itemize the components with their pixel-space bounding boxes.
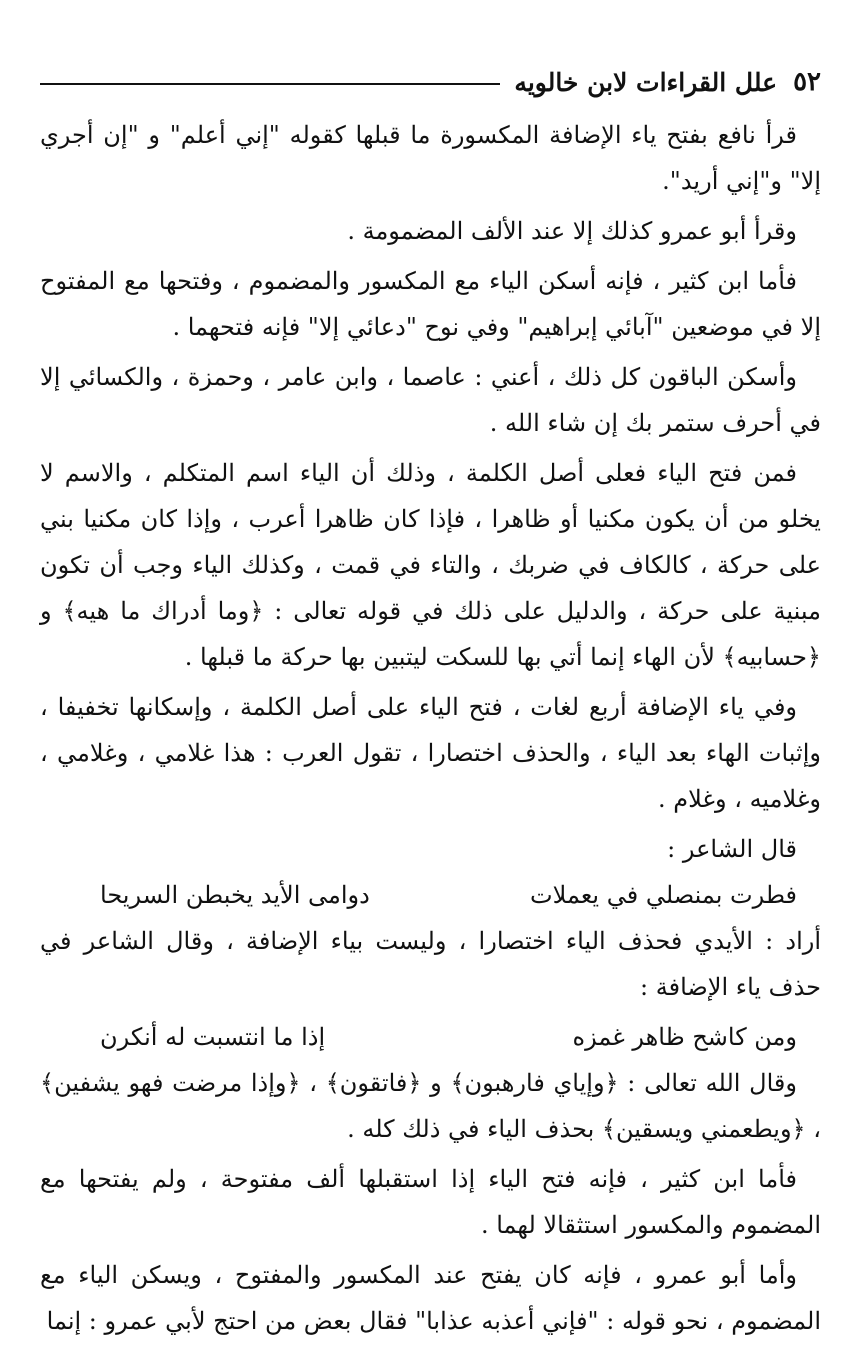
paragraph: وقرأ أبو عمرو كذلك إلا عند الألف المضمومة . [347,217,797,245]
verse-hemistich-first: ومن كاشح ظاهر غمزه [572,1023,797,1051]
verse-hemistich-second: دوامى الأيد يخبطن السريحا [100,881,370,909]
poet-intro: قال الشاعر : [667,835,797,863]
running-header [40,62,821,102]
verse-line [40,1014,821,1060]
running-title: علل القراءات لابن خالويه [514,67,778,97]
paragraph: فمن فتح الياء فعلى أصل الكلمة ، وذلك أن الياء اسم المتكلم ، والاسم لا يخلو من أن يكون مكنيا أو ظاهرا ، فإذا كان ظاهرا أعرب ، وإذا كان مكنيا بني على حركة ، كالكاف في ضربك ، والتاء في قمت ، وكذلك الياء وجب أن تكون مبنية على حركة ، والدليل على ذلك في قوله تعالى : ﴿وما أدراك ما هيه﴾ و ﴿حسابيه﴾ لأن الهاء إنما أتي بها للسكت ليتبين بها حركة ما قبلها . [40,459,821,671]
paragraph: وقال الله تعالى : ﴿وإياي فارهبون﴾ و ﴿فاتقون﴾ ، ﴿وإذا مرضت فهو يشفين﴾ ، ﴿ويطعمني ويسقين﴾ بحذف الياء في ذلك كله . [40,1069,821,1143]
paragraph: وأما أبو عمرو ، فإنه كان يفتح عند المكسور والمفتوح ، ويسكن الياء مع المضموم ، نحو قوله : "فإني أعذبه عذابا" فقال بعض من احتج لأبي عمرو : إنما [40,1261,821,1335]
verse-hemistich-second: إذا ما انتسبت له أنكرن [100,1023,326,1051]
paragraph: وأسكن الباقون كل ذلك ، أعني : عاصما ، وابن عامر ، وحمزة ، والكسائي إلا في أحرف ستمر بك إن شاء الله . [40,363,821,437]
paragraph: قرأ نافع بفتح ياء الإضافة المكسورة ما قبلها كقوله "إني أعلم" و "إن أجري إلا" و"إني أريد". [40,121,821,195]
body-text [40,112,821,1348]
paragraph: وفي ياء الإضافة أربع لغات ، فتح الياء على أصل الكلمة ، وإسكانها تخفيفا ، وإثبات الهاء بعد الياء ، والحذف اختصارا ، تقول العرب : هذا غلامي ، وغلامي ، وغلاميه ، وغلام . [40,693,821,813]
paragraph: فأما ابن كثير ، فإنه فتح الياء إذا استقبلها ألف مفتوحة ، ولم يفتحها مع المضموم والمكسور استثقالا لهما . [40,1165,821,1239]
verse-line [40,872,821,918]
header-rule [40,83,500,85]
paragraph: فأما ابن كثير ، فإنه أسكن الياء مع المكسور والمضموم ، وفتحها مع المفتوح إلا في موضعين "آبائي إبراهيم" وفي نوح "دعائي إلا" فإنه فتحهما . [40,267,821,341]
page-number: ٥٢ [793,67,821,97]
paragraph: أراد : الأيدي فحذف الياء اختصارا ، وليست بياء الإضافة ، وقال الشاعر في حذف ياء الإضافة : [40,927,821,1001]
verse-hemistich-first: فطرت بمنصلي في يعملات [530,881,797,909]
